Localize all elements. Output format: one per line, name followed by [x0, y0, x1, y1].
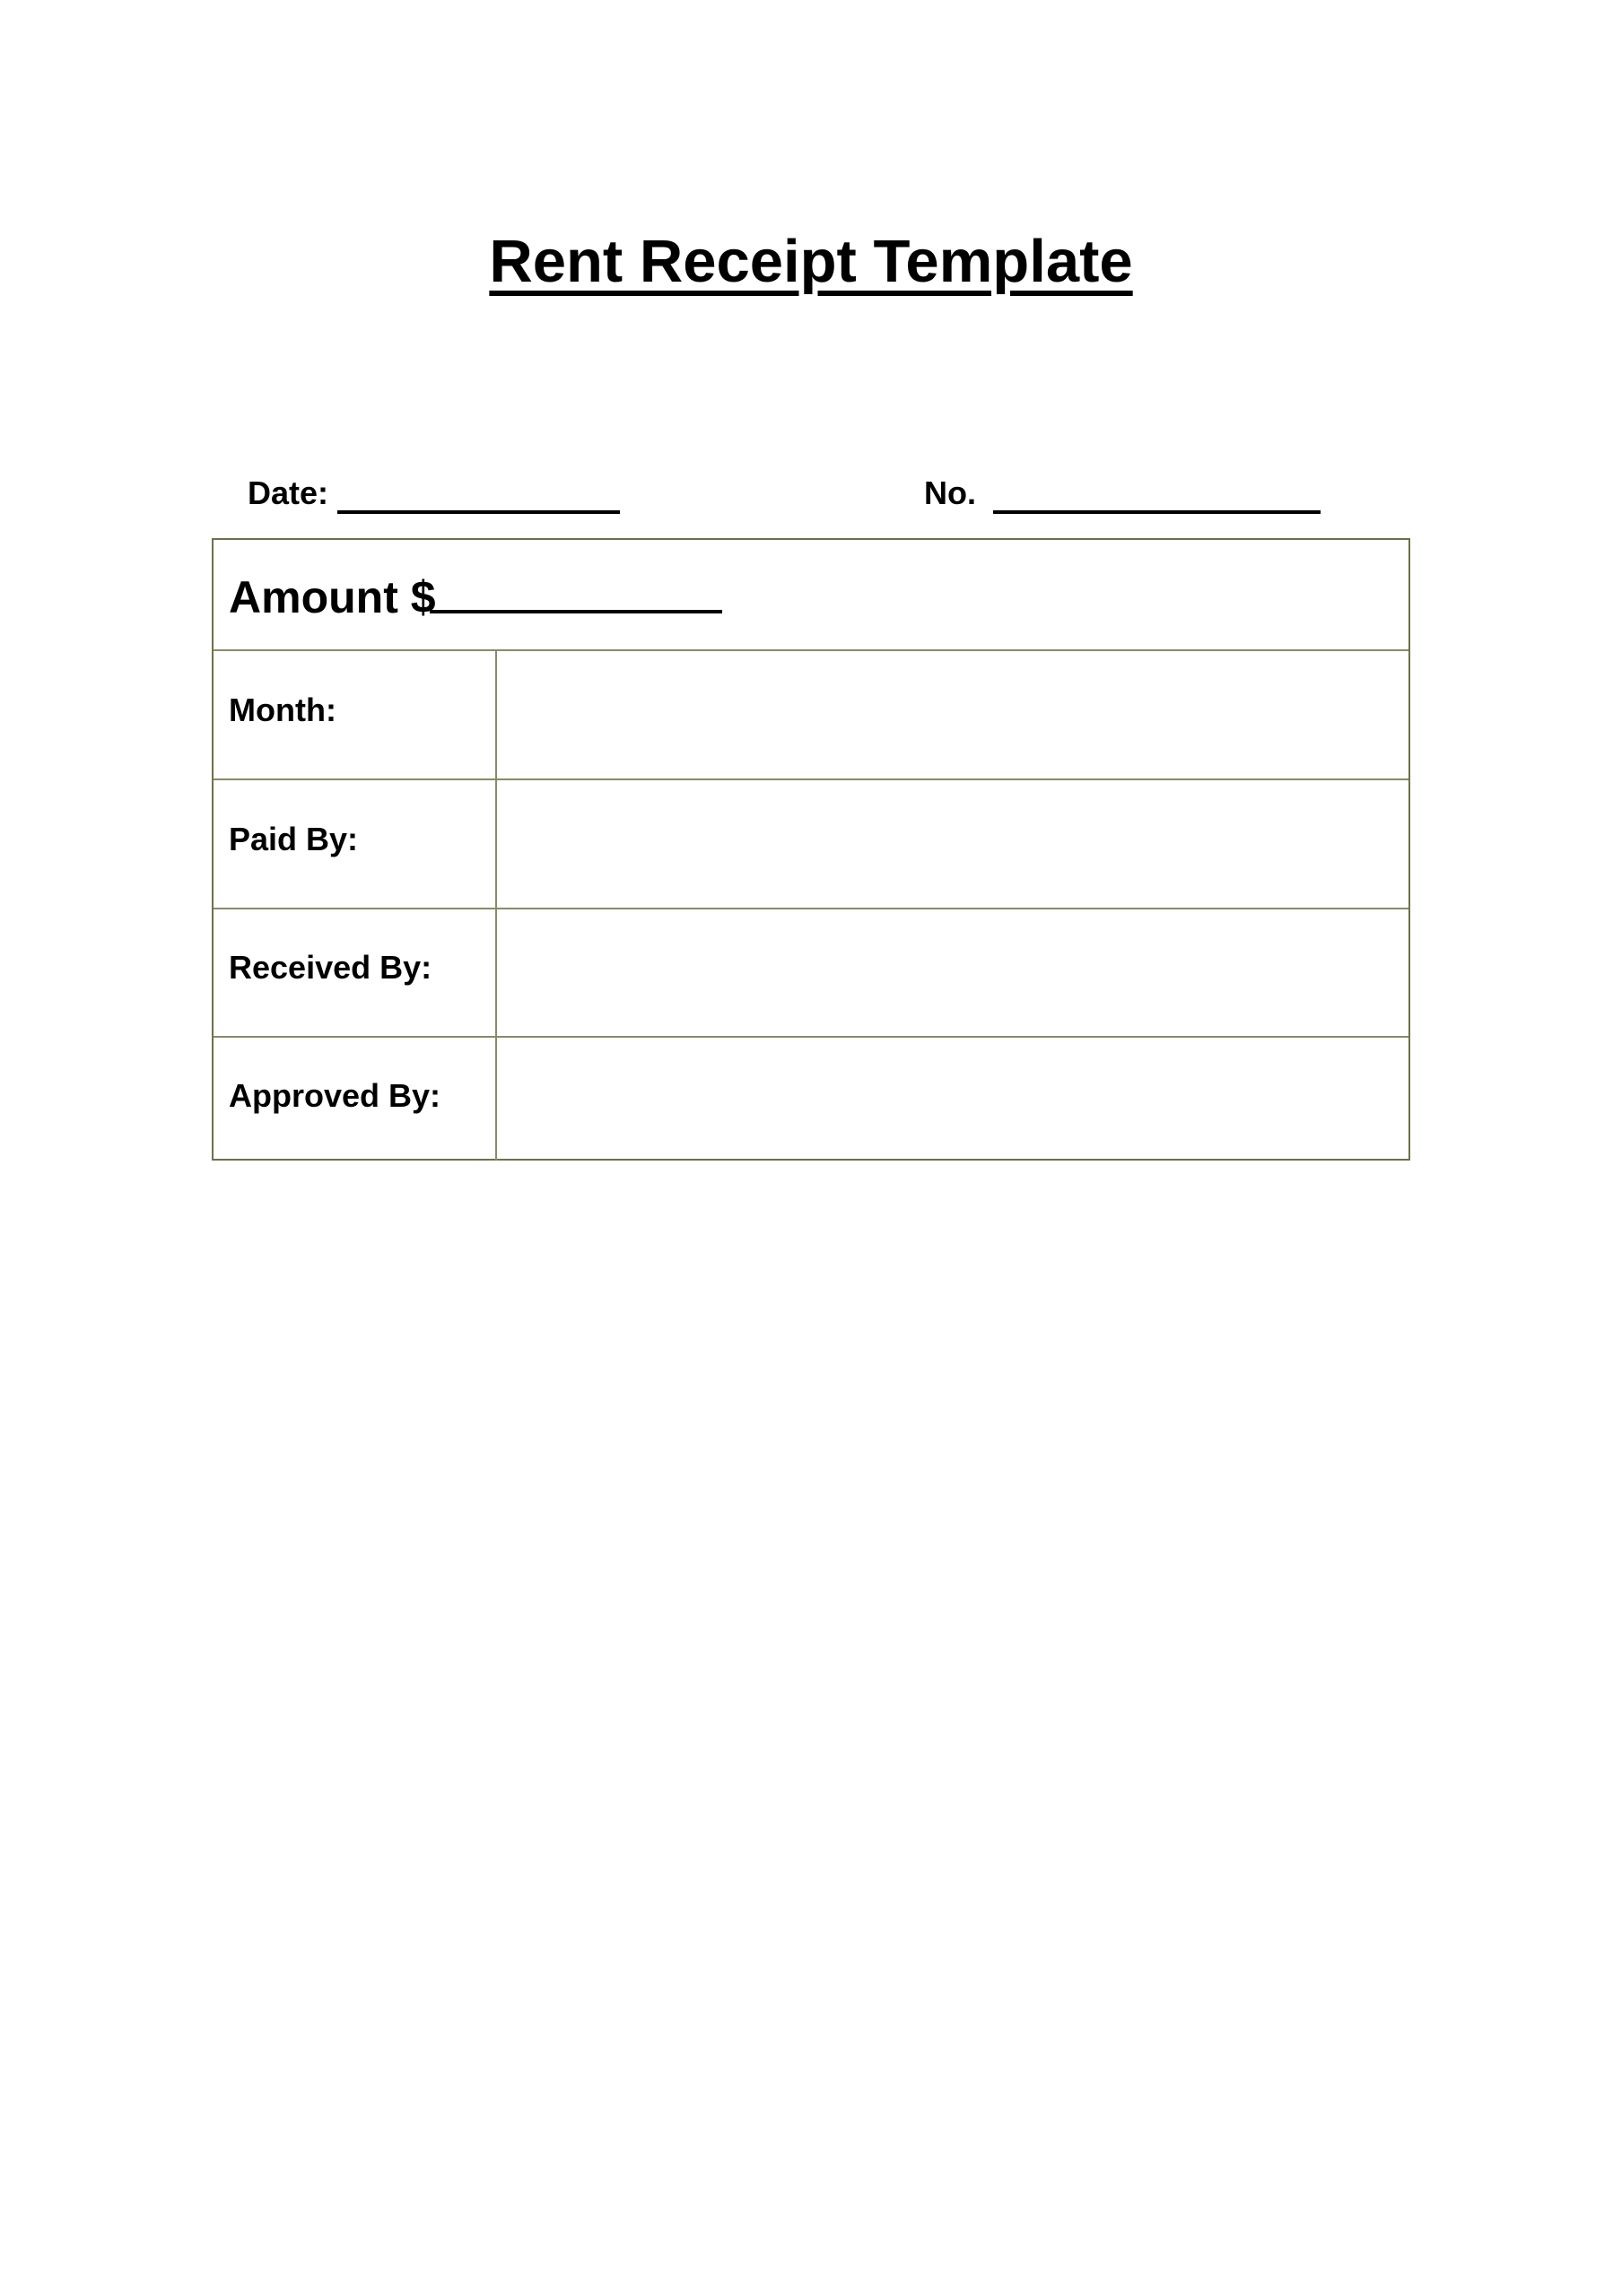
approved-by-label: Approved By:: [229, 1077, 441, 1114]
amount-field-blank[interactable]: [430, 610, 722, 613]
received-by-value-cell[interactable]: [497, 907, 1408, 1036]
amount-label: Amount $: [229, 572, 436, 622]
page-title: [0, 226, 1622, 298]
approved-by-value-cell[interactable]: [497, 1035, 1408, 1161]
receipt-table: [212, 538, 1410, 1161]
row-label-cell: [214, 778, 497, 908]
table-row-paid-by: [214, 778, 1408, 909]
row-label-cell: [214, 1035, 497, 1161]
amount-row: [214, 540, 1408, 651]
row-label-cell: [214, 907, 497, 1036]
table-row-received-by: [214, 907, 1408, 1038]
row-label-cell: [214, 649, 497, 778]
paid-by-value-cell[interactable]: [497, 778, 1408, 908]
paid-by-label: Paid By:: [229, 821, 359, 857]
month-label: Month:: [229, 691, 336, 728]
number-label: No.: [924, 474, 976, 511]
received-by-label: Received By:: [229, 949, 432, 986]
month-value-cell[interactable]: [497, 649, 1408, 778]
table-row-approved-by: [214, 1035, 1408, 1161]
number-field-blank[interactable]: [993, 510, 1321, 514]
table-row-month: [214, 649, 1408, 780]
date-label: Date:: [248, 474, 329, 511]
date-field-blank[interactable]: [337, 510, 620, 514]
title-text: Rent Receipt Template: [489, 228, 1133, 295]
